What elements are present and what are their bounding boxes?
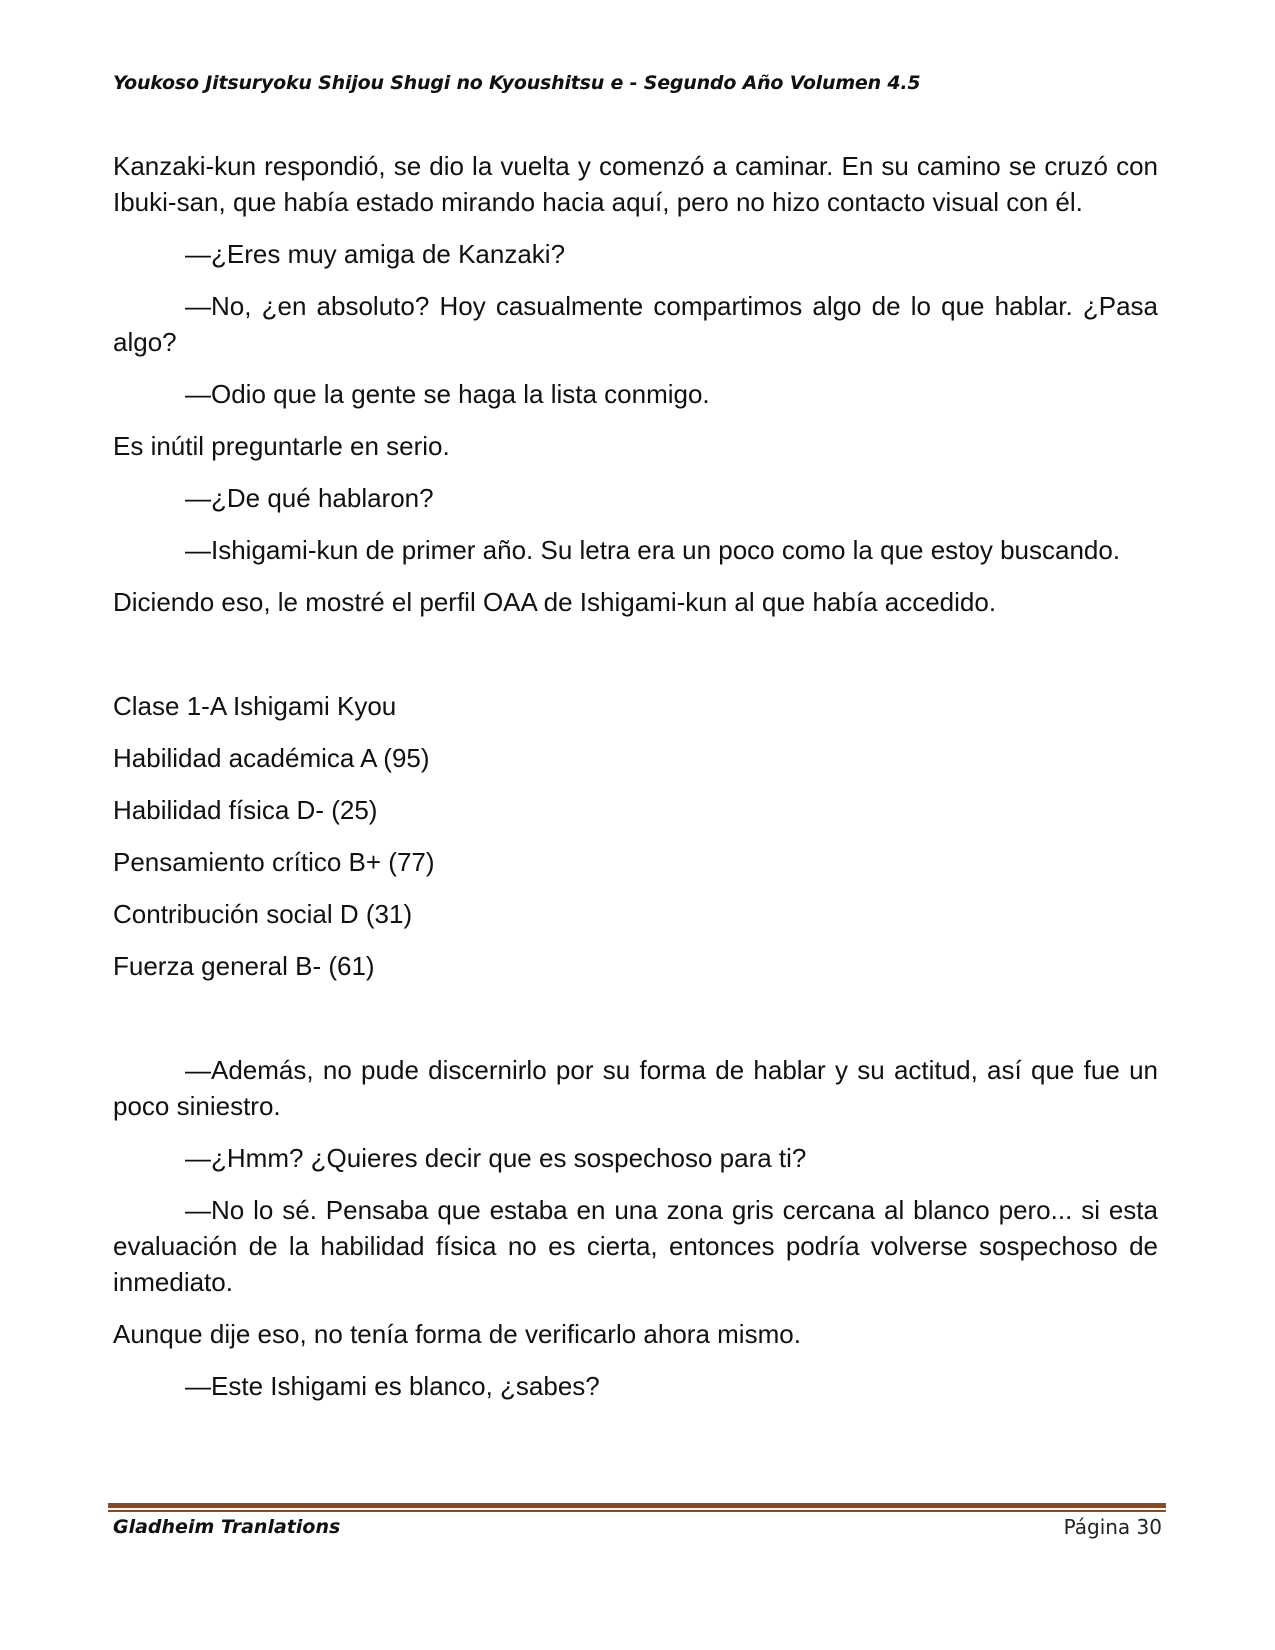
- publisher-name: Gladheim Tranlations: [113, 1516, 341, 1538]
- dialogue-line: —No lo sé. Pensaba que estaba en una zona gris cercana al blanco pero... si esta evaluación de la habilidad física no es cierta, entonces podría volverse sospechoso de inmediato.: [113, 1195, 1158, 1297]
- dialogue-line: —Odio que la gente se haga la lista conmigo.: [185, 379, 710, 409]
- profile-social-contribution: Contribución social D (31): [113, 899, 413, 929]
- dialogue-line: —¿Eres muy amiga de Kanzaki?: [185, 239, 566, 269]
- narration-paragraph: Aunque dije eso, no tenía forma de verificarlo ahora mismo.: [113, 1319, 801, 1349]
- narration-paragraph: Diciendo eso, le mostré el perfil OAA de Ishigami-kun al que había accedido.: [113, 587, 997, 617]
- section-spacer: [113, 1000, 1158, 1052]
- profile-overall: Fuerza general B- (61): [113, 951, 375, 981]
- dialogue-line: —¿De qué hablaron?: [185, 483, 434, 513]
- footer-divider-thin: [108, 1510, 1166, 1512]
- profile-physical: Habilidad física D- (25): [113, 795, 378, 825]
- footer-divider: [108, 1503, 1166, 1512]
- page-label: Página: [1063, 1515, 1131, 1539]
- page-number-block: [1064, 1515, 1162, 1539]
- footer-divider-thick: [108, 1503, 1166, 1508]
- running-header: Youkoso Jitsuryoku Shijou Shugi no Kyoushitsu e - Segundo Año Volumen 4.5: [113, 72, 921, 94]
- dialogue-line: —No, ¿en absoluto? Hoy casualmente compartimos algo de lo que hablar. ¿Pasa algo?: [113, 291, 1158, 357]
- profile-critical-thinking: Pensamiento crítico B+ (77): [113, 847, 435, 877]
- section-spacer: [113, 636, 1158, 688]
- narration-paragraph: Kanzaki-kun respondió, se dio la vuelta y comenzó a caminar. En su camino se cruzó con Ibuki-san, que había estado mirando hacia aquí, pero no hizo contacto visual con él.: [113, 151, 1158, 217]
- dialogue-line: —Ishigami-kun de primer año. Su letra era un poco como la que estoy buscando.: [185, 535, 1121, 565]
- dialogue-line: —¿Hmm? ¿Quieres decir que es sospechoso para ti?: [185, 1143, 807, 1173]
- dialogue-line: —Además, no pude discernirlo por su forma de hablar y su actitud, así que fue un poco siniestro.: [113, 1055, 1158, 1121]
- dialogue-line: —Este Ishigami es blanco, ¿sabes?: [185, 1371, 600, 1401]
- oaa-profile: [113, 688, 1158, 984]
- page-body: [113, 148, 1158, 1420]
- profile-academic: Habilidad académica A (95): [113, 743, 430, 773]
- narration-paragraph: Es inútil preguntarle en serio.: [113, 431, 450, 461]
- page-number: 30: [1136, 1515, 1162, 1539]
- profile-class-name: Clase 1-A Ishigami Kyou: [113, 691, 397, 721]
